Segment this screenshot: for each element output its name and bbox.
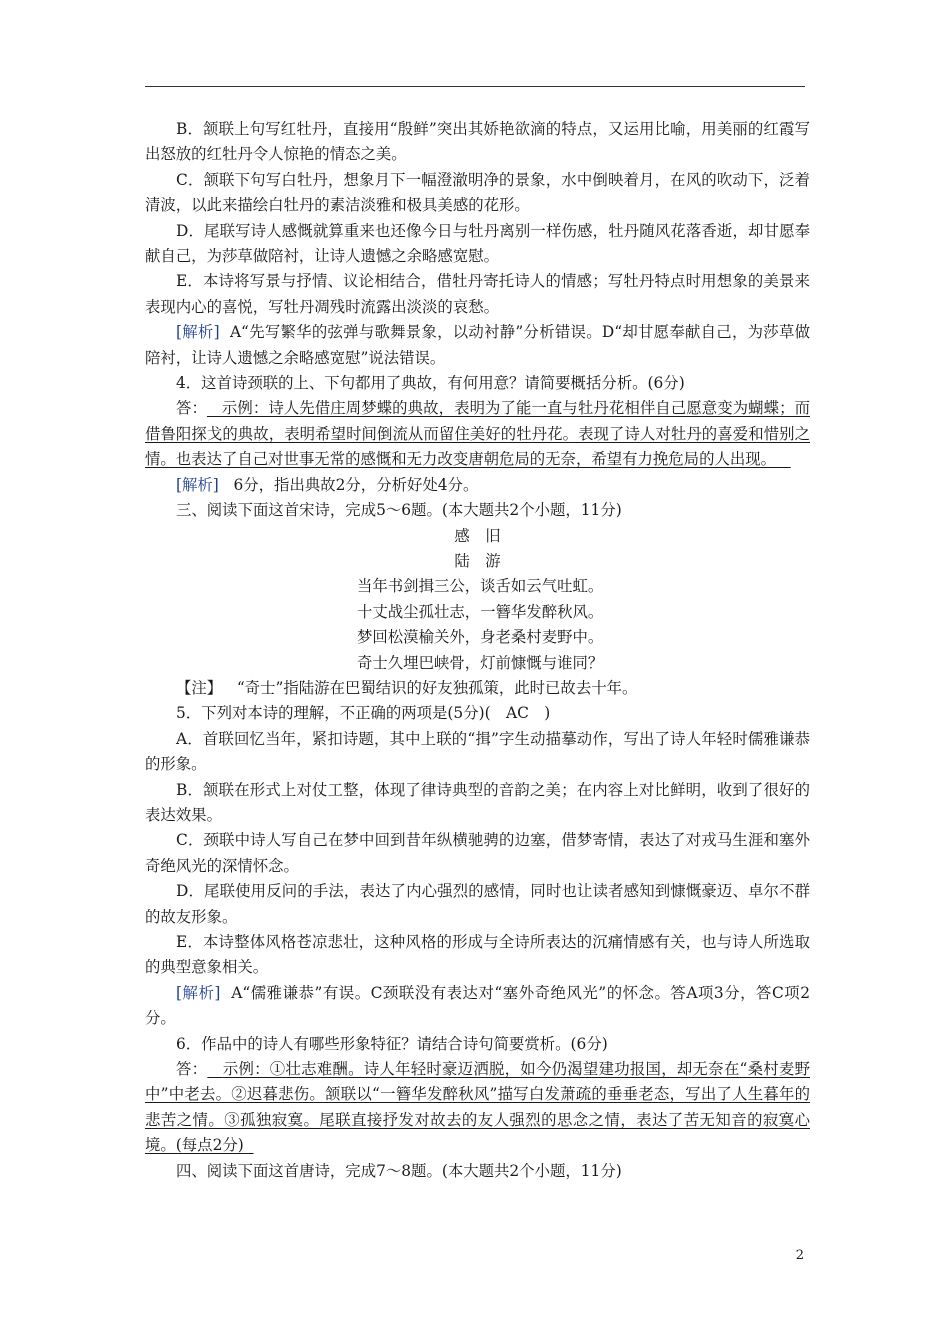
analysis-3-text: A“先写繁华的弦弹与歌舞景象，以动衬静”分析错误。D“却甘愿奉献自己，为莎草做陪衬，让诗人遗憾之余略感宽慰”说法错误。 — [145, 323, 810, 367]
q5-option-c: C．颈联中诗人写自己在梦中回到昔年纵横驰骋的边塞，借梦寄情，表达了对戎马生涯和塞外奇绝风光的深情怀念。 — [145, 831, 810, 875]
poem-line: 十丈战尘孤壮志，一簪华发醉秋风。 — [357, 602, 604, 621]
answer-6 — [145, 1057, 810, 1159]
q5-option-b: B．颔联在形式上对仗工整，体现了律诗典型的音韵之美；在内容上对比鲜明，收到了很好的表达效果。 — [145, 780, 810, 824]
poem-line: 奇士久埋巴峡骨，灯前慷慨与谁同？ — [357, 653, 604, 672]
analysis-tag: [解析] — [176, 323, 220, 342]
answer-6-text: 示例：①壮志难酬。诗人年轻时豪迈洒脱，如今仍渴望建功报国，却无奈在“桑村麦野中”中老去。②迟暮悲伤。颔联以“一簪华发醉秋风”描写白发萧疏的垂垂老态，写出了人生暮年的悲苦之情。③孤独寂寞。尾联直接抒发对故去的友人强烈的思念之情，表达了苦无知音的寂寞心境。(每点2分) — [145, 1060, 810, 1155]
option-c: C．颔联下句写白牡丹，想象月下一幅澄澈明净的景象，水中倒映着月，在风的吹动下，泛着清波，以此来描绘白牡丹的素洁淡雅和极具美感的花形。 — [145, 170, 810, 215]
analysis-5 — [145, 981, 810, 1032]
q5-option-e: E．本诗整体风格苍凉悲壮，这种风格的形成与全诗所表达的沉痛情感有关，也与诗人所选取的典型意象相关。 — [145, 933, 810, 977]
answer-4 — [145, 396, 810, 472]
analysis-tag: [解析] — [176, 475, 219, 494]
question-6: 6．作品中的诗人有哪些形象特征？请结合诗句简要赏析。(6分) — [176, 1034, 608, 1053]
section-3-heading: 三、阅读下面这首宋诗，完成5～6题。(本大题共2个小题，11分) — [176, 501, 622, 520]
answer-label: 答： — [176, 399, 207, 418]
option-e: E．本诗将写景与抒情、议论相结合，借牡丹寄托诗人的情感；写牡丹特点时用想象的美景来表现内心的喜悦，写牡丹凋残时流露出淡淡的哀愁。 — [145, 272, 810, 316]
poem-note — [145, 676, 810, 701]
page-number: 2 — [795, 1248, 804, 1263]
option-d: D．尾联写诗人感慨就算重来也还像今日与牡丹离别一样伤感，牡丹随风花落香逝，却甘愿奉献自己，为莎草做陪衬，让诗人遗憾之余略感宽慰。 — [145, 221, 810, 266]
poem-title: 感 旧 — [454, 526, 501, 545]
document-body — [145, 117, 810, 1184]
q5-option-a: A．首联回忆当年，紧扣诗题，其中上联的“揖”字生动描摹动作，写出了诗人年轻时儒雅谦恭的形象。 — [145, 729, 810, 774]
question-5: 5．下列对本诗的理解，不正确的两项是(5分)( AC ) — [176, 704, 551, 723]
note-label: 【注】 — [176, 678, 223, 697]
answer-label: 答： — [176, 1060, 208, 1079]
note-text: “奇士”指陆游在巴蜀结识的好友独孤策，此时已故去十年。 — [236, 678, 638, 697]
q5-option-d: D．尾联使用反问的手法，表达了内心强烈的感情，同时也让读者感知到慷慨豪迈、卓尔不群的故友形象。 — [145, 882, 810, 926]
analysis-4-text: 6分，指出典故2分，分析好处4分。 — [233, 475, 479, 494]
poem-author: 陆 游 — [454, 551, 501, 570]
section-4-heading: 四、阅读下面这首唐诗，完成7～8题。(本大题共2个小题，11分) — [176, 1161, 622, 1180]
option-b: B．颔联上句写红牡丹，直接用“殷鲜”突出其娇艳欲滴的特点，又运用比喻，用美丽的红霞写出怒放的红牡丹令人惊艳的情态之美。 — [145, 120, 810, 164]
header-rule — [145, 86, 805, 87]
analysis-tag: [解析] — [176, 983, 221, 1002]
analysis-5-text: A“儒雅谦恭”有误。C颈联没有表达对“塞外奇绝风光”的怀念。答A项3分，答C项2分。 — [145, 983, 810, 1028]
analysis-3 — [145, 320, 810, 371]
question-4: 4．这首诗颈联的上、下句都用了典故，有何用意？请简要概括分析。(6分) — [176, 374, 685, 393]
analysis-4 — [145, 473, 810, 498]
poem-line: 当年书剑揖三公，谈舌如云气吐虹。 — [357, 577, 604, 596]
poem-line: 梦回松漠榆关外，身老桑村麦野中。 — [357, 628, 604, 647]
answer-4-text: 示例：诗人先借庄周梦蝶的典故，表明为了能一直与牡丹花相伴自己愿意变为蝴蝶；而借鲁阳探戈的典故，表明希望时间倒流从而留住美好的牡丹花。表现了诗人对牡丹的喜爱和惜别之情。也表达了自己对世事无常的感慨和无力改变唐朝危局的无奈，希望有力挽危局的人出现。 — [145, 399, 810, 469]
